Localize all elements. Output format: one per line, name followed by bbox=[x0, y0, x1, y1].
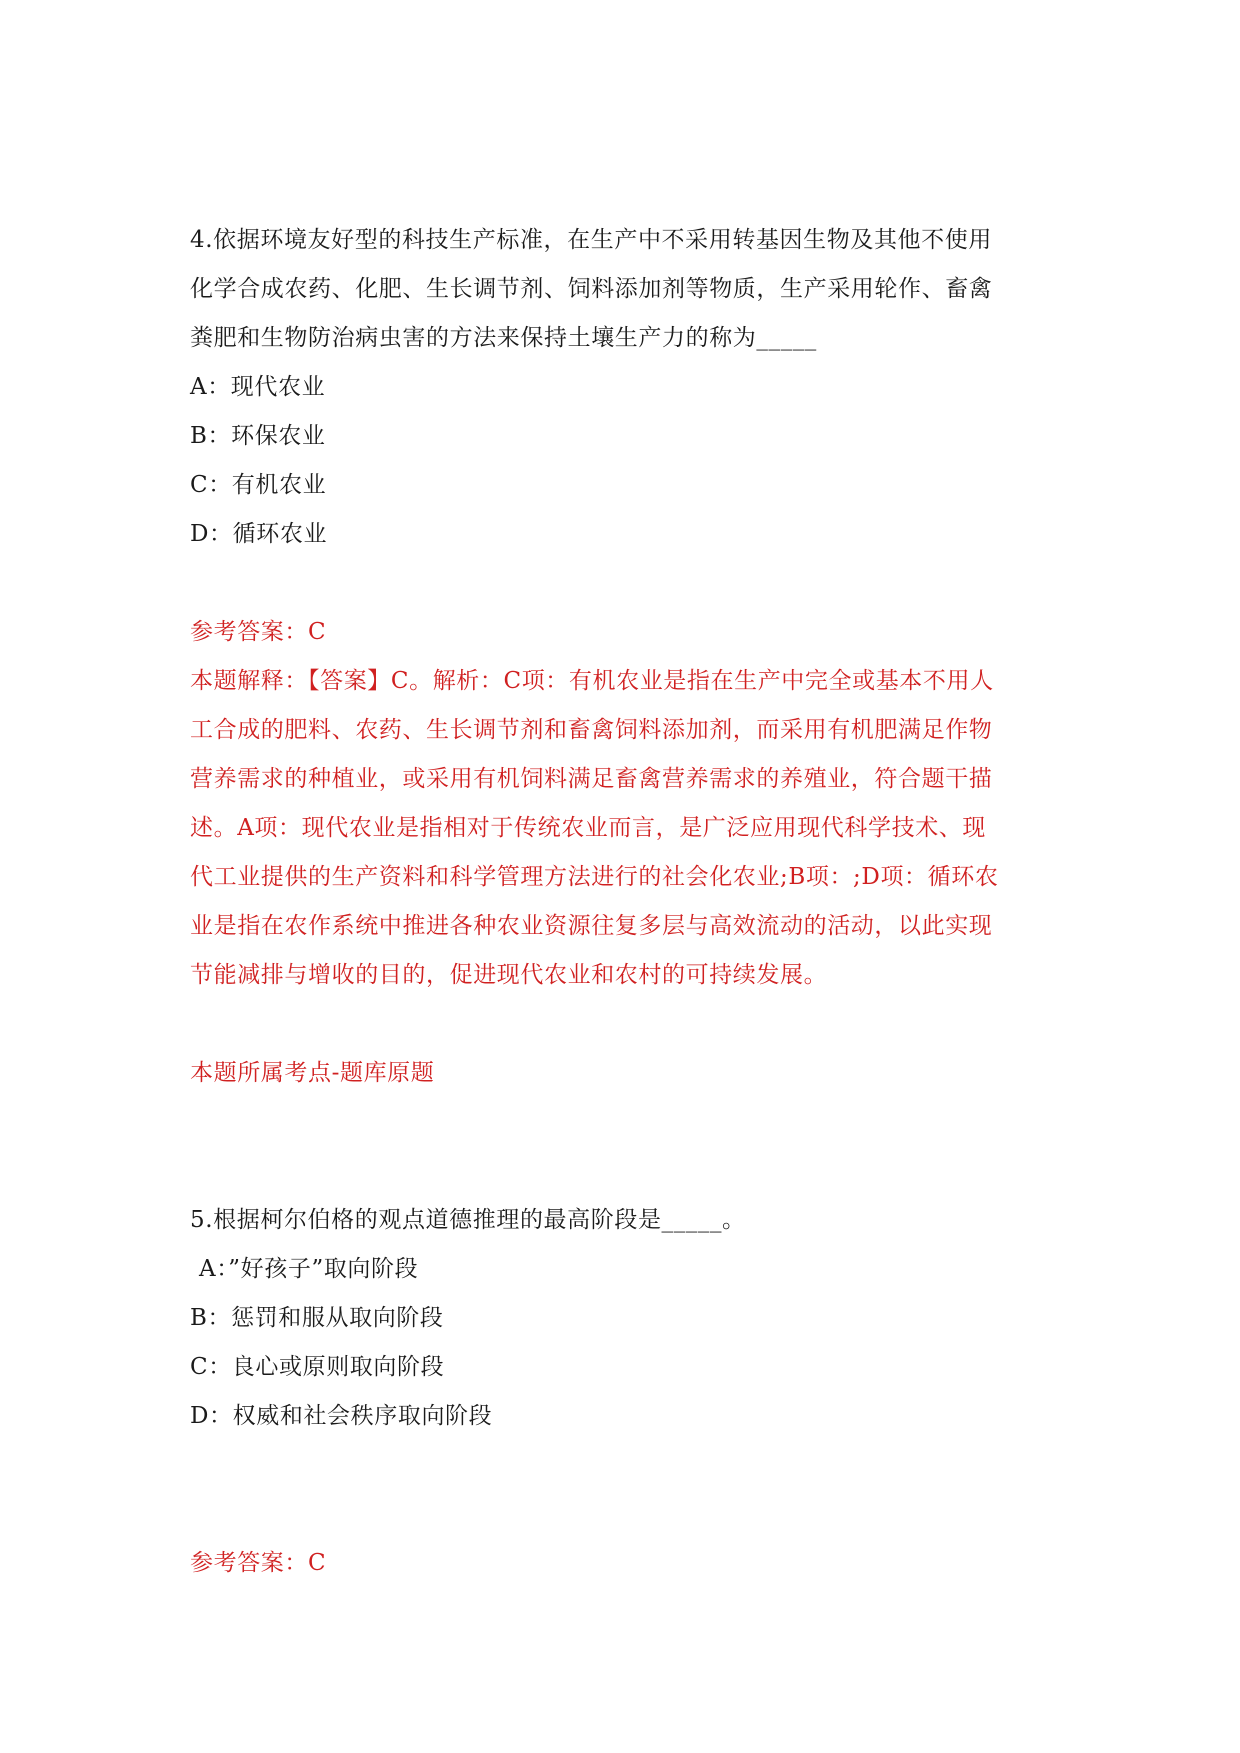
q4-stem-line-1: 4.依据环境友好型的科技生产标准，在生产中不采用转基因生物及其他不使用 bbox=[190, 227, 992, 253]
q4-stem-line-2: 化学合成农药、化肥、生长调节剂、饲料添加剂等物质，生产采用轮作、畜禽 bbox=[190, 276, 993, 302]
q4-explanation-line-3: 营养需求的种植业，或采用有机饲料满足畜禽营养需求的养殖业，符合题干描 bbox=[190, 766, 993, 792]
q4-explanation-line-5: 代工业提供的生产资料和科学管理方法进行的社会化农业;B项：;D项：循环农 bbox=[190, 864, 999, 890]
q4-option-a: A：现代农业 bbox=[190, 374, 326, 400]
q4-explanation-line-2: 工合成的肥料、农药、生长调节剂和畜禽饲料添加剂，而采用有机肥满足作物 bbox=[190, 717, 993, 743]
q4-answer: 参考答案：C bbox=[190, 619, 327, 645]
q4-explanation-line-7: 节能减排与增收的目的，促进现代农业和农村的可持续发展。 bbox=[190, 962, 828, 988]
q4-explanation-line-1: 本题解释：【答案】C。解析：C项：有机农业是指在生产中完全或基本不用人 bbox=[190, 668, 994, 694]
q5-option-c: C：良心或原则取向阶段 bbox=[190, 1354, 445, 1380]
q5-stem: 5.根据柯尔伯格的观点道德推理的最高阶段是_____。 bbox=[190, 1207, 746, 1233]
q4-knowledge-point: 本题所属考点-题库原题 bbox=[190, 1060, 435, 1086]
q4-option-d: D：循环农业 bbox=[190, 521, 328, 547]
q4-explanation-line-6: 业是指在农作系统中推进各种农业资源往复多层与高效流动的活动，以此实现 bbox=[190, 913, 993, 939]
q4-stem-line-3: 粪肥和生物防治病虫害的方法来保持土壤生产力的称为_____ bbox=[190, 325, 817, 351]
q4-option-b: B：环保农业 bbox=[190, 423, 326, 449]
q5-answer: 参考答案：C bbox=[190, 1550, 327, 1576]
q5-option-b: B：惩罚和服从取向阶段 bbox=[190, 1305, 444, 1331]
q5-option-a: A：”好孩子”取向阶段 bbox=[199, 1256, 419, 1282]
q5-option-d: D：权威和社会秩序取向阶段 bbox=[190, 1403, 493, 1429]
q4-option-c: C：有机农业 bbox=[190, 472, 327, 498]
q4-explanation-line-4: 述。A项：现代农业是指相对于传统农业而言，是广泛应用现代科学技术、现 bbox=[190, 815, 987, 841]
